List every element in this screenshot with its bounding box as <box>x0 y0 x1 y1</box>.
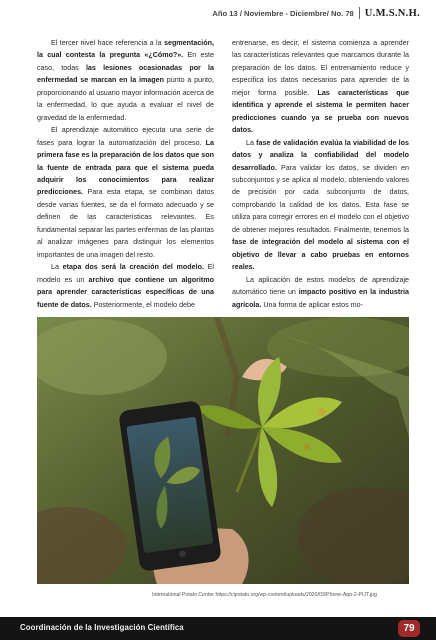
body-text: punto a punto, proporcionando al usuario mayor información acerca de la enfermedad, lo que ayuda a evaluar el nivel de gravedad de la enfermedad. <box>37 76 214 122</box>
bold-text: fase de integración del modelo al sistema con el objetivo de llevar a cabo pruebas en entornos reales. <box>232 238 409 272</box>
bold-text: fase de validación evalúa la viabilidad de los datos y analiza la confiabilidad del modelo desarrollado. <box>232 138 409 172</box>
footer-label: Coordinación de la Investigación Científica <box>20 623 184 632</box>
column-right <box>232 37 409 311</box>
paragraph <box>232 274 409 311</box>
phone-leaf-illustration <box>37 317 409 584</box>
article-body <box>37 37 409 311</box>
page-number: 79 <box>398 620 420 637</box>
body-text: El tercer nivel hace referencia a la <box>51 39 164 47</box>
bold-text: Las características que identifica y aprende el sistema le permiten hacer predicciones cuando ya se prueba con nuevos datos. <box>232 88 409 135</box>
body-text: Para esta etapa, se combinan datos desde varias fuentes, se da el formato adecuado y se definen de las características relevantes. Es fundamental separar las partes enfermas de las plantas al analizar imágenes para distinguir los elementos importantes de una imagen del resto. <box>37 188 214 259</box>
photo-caption: International Potato Center https://cipotato.org/wp-content/uploads/2020/03/Phone-App-2-PIJT.jpg <box>152 592 377 598</box>
paragraph <box>232 137 409 274</box>
bold-text: La primera fase es la preparación de los datos que son la fuente de entrada para que el sistema pueda adquirir los conocimientos para realizar predicciones. <box>37 138 214 197</box>
bold-text: impacto positivo en la industria agrícola. <box>232 288 409 309</box>
body-text: En este caso, todas <box>37 51 214 72</box>
body-text: La <box>246 138 257 147</box>
paragraph <box>37 124 214 261</box>
paragraph <box>232 37 409 137</box>
paragraph <box>37 37 214 124</box>
body-text: La aplicación de estos modelos de aprendizaje automático tiene un <box>232 275 409 297</box>
page-footer <box>0 617 436 640</box>
bold-text: archivo que contiene un algoritmo para aprender características específicas de una fuente de datos. <box>37 275 214 309</box>
paragraph <box>37 261 214 311</box>
body-text: El aprendizaje automático ejecuta una serie de fases para lograr la automatización del proceso. <box>37 126 214 147</box>
issue-info: Año 13 / Noviembre - Diciembre/ No. 78 <box>212 8 354 18</box>
body-text: La <box>51 263 63 272</box>
header-divider <box>359 7 360 19</box>
bold-text: etapa dos será la creación del modelo. <box>62 263 204 272</box>
body-text: Posteriormente, el modelo debe <box>91 300 195 309</box>
university-name: U.M.S.N.H. <box>364 7 420 19</box>
bold-text: segmentación, la cual contesta la pregunta «¿Cómo?». <box>37 39 214 60</box>
body-text: El modelo es un <box>37 263 214 284</box>
article-photo <box>37 317 409 584</box>
body-text: Una forma de aplicar estos mo- <box>261 300 363 309</box>
bold-text: las lesiones ocasionadas por la enfermedad se marcan en la imagen <box>37 63 214 85</box>
column-left <box>37 37 214 311</box>
page-header <box>212 6 420 20</box>
body-text: entrenarse, es decir, el sistema comienza a aprender las características relevantes que marcamos durante la preparación de los datos. El entrenamiento reduce y especifica los datos necesarios para aprender de la mejor forma posible. <box>232 39 409 97</box>
body-text: Para validar los datos, se dividen en subconjuntos y se aplica al modelo, obteniendo valores de precisión por cada subconjunto de datos, comprobando la calidad de los datos. Esta fase se utiliza para corregir errores en el modelo con el objetivo de obtener mejores resultados. Finalmente, tenemos la <box>232 163 409 234</box>
